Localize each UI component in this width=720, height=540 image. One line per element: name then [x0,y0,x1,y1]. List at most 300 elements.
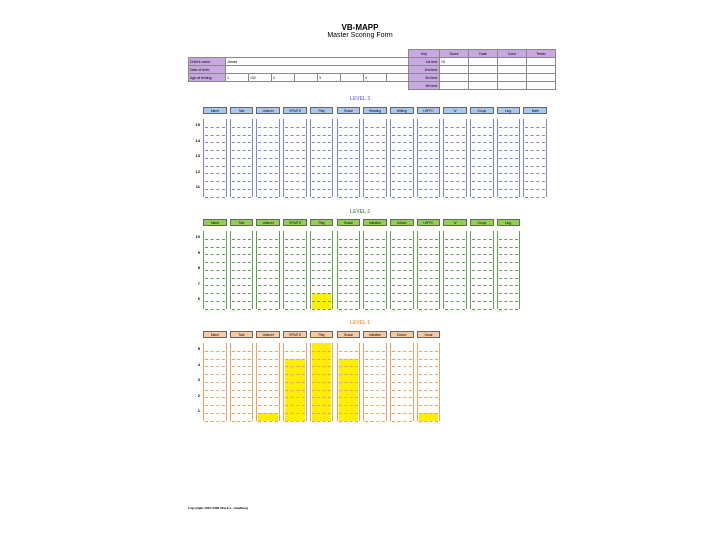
grid-line [312,247,332,248]
grid-line [339,158,359,159]
grid-line [258,158,278,159]
test-3-date[interactable] [469,74,498,82]
level-3-column-ling-[interactable] [497,119,521,197]
grid-line [232,173,252,174]
grid-line [205,301,225,302]
test-2-score[interactable] [440,66,469,74]
grid-line [285,397,305,398]
child-info-table [188,57,410,82]
grid-line [472,173,492,174]
milestone-circles: ○○○○ [229,309,238,313]
level-2-column-play[interactable] [310,231,334,309]
grid-line [312,127,332,128]
grid-line [339,374,359,375]
grid-line [205,359,225,360]
grid-line [445,181,465,182]
grid-line [258,359,278,360]
level-1-column-play[interactable] [310,343,334,421]
milestone-circles: ○○○○ [256,197,265,201]
grid-line [312,374,332,375]
level-1-header-play: Play [310,331,334,338]
milestone-circles: ○○○○ [443,309,452,313]
grid-line [339,254,359,255]
test-2-color[interactable] [498,66,527,74]
row-label-7: 7 [197,280,200,286]
grid-line [365,262,385,263]
grid-line [499,166,519,167]
level-2-column-listener[interactable] [256,231,280,309]
grid-line [445,173,465,174]
level-2-column-tact[interactable] [230,231,254,309]
grid-line [499,293,519,294]
level-3-title: LEVEL 3 [349,96,371,102]
grid-line [285,239,305,240]
grid-line [285,270,305,271]
page-title: VB-MAPP [341,23,379,32]
key-header: Key [409,50,440,58]
grid-line [419,359,439,360]
name-label: Child's name: [189,58,226,66]
level-2-column-echoic[interactable] [390,231,414,309]
grid-line [232,374,252,375]
level-3-column-iv[interactable] [443,119,467,197]
grid-line [285,189,305,190]
grid-line [258,278,278,279]
level-3-column-math[interactable] [523,119,547,197]
grid-line [232,301,252,302]
grid-line [232,150,252,151]
level-1-column-vp-mts[interactable] [283,343,307,421]
level-2-column-social[interactable] [337,231,361,309]
grid-line [419,247,439,248]
row-label-5: 5 [197,346,200,351]
grid-line [392,181,412,182]
level-3-column-reading[interactable] [363,119,387,197]
grid-line [339,301,359,302]
page-subtitle: Master Scoring Form [327,32,393,39]
grid-line [285,181,305,182]
grid-line [205,135,225,136]
test-2-date[interactable] [469,66,498,74]
level-2-header-tact: Tact [230,219,254,226]
milestone-circles: ○○○○ [443,197,452,201]
dob-label: Date of birth: [189,66,226,74]
level-3-column-play[interactable] [310,119,334,197]
grid-line [445,262,465,263]
grid-line [258,390,278,391]
level-2-column-imitation[interactable] [363,231,387,309]
test-3-label: 3rd test: [409,74,440,82]
age-label: Age at testing: [189,74,226,82]
grid-line [445,270,465,271]
grid-line [205,413,225,414]
grid-line [285,359,305,360]
test-2-label: 2nd test: [409,66,440,74]
grid-line [365,278,385,279]
milestone-circles: ○○○○ [229,420,238,424]
grid-line [472,181,492,182]
grid-line [419,382,439,383]
grid-line [232,397,252,398]
grid-line [258,254,278,255]
grid-line [365,351,385,352]
grid-line [285,390,305,391]
level-3-column-vp-mts[interactable] [283,119,307,197]
grid-line [232,413,252,414]
grid-line [258,397,278,398]
grid-line [445,166,465,167]
level-1-header-social: Social [337,331,361,338]
grid-line [232,359,252,360]
milestone-circles: ○○○○ [416,309,425,313]
grid-line [232,366,252,367]
grid-line [419,135,439,136]
milestone-circles: ○○○○ [336,309,345,313]
grid-line [232,127,252,128]
grid-line [312,270,332,271]
grid-line [392,270,412,271]
level-3-header-math: Math [523,107,547,114]
grid-line [419,262,439,263]
dob-value[interactable] [226,66,410,74]
grid-line [232,254,252,255]
milestone-circles: ○○○○ [283,420,292,424]
level-3-column-mand[interactable] [203,119,227,197]
row-label-4: 4 [197,361,200,367]
grid-line [525,135,545,136]
milestone-circles: ○○○○ [523,197,532,201]
grid-line [258,351,278,352]
grid-line [339,405,359,406]
grid-line [339,239,359,240]
grid-line [419,189,439,190]
grid-line [205,262,225,263]
grid-line [312,405,332,406]
level-1-column-tact[interactable] [230,343,254,421]
grid-line [285,293,305,294]
grid-line [312,301,332,302]
grid-line [205,270,225,271]
test-3-score[interactable] [440,74,469,82]
grid-line [205,189,225,190]
level-3-header-vp-mts: VP/MTS [283,107,307,114]
grid-line [232,262,252,263]
test-4-label: 4th test: [409,82,440,90]
level-3-column-writing[interactable] [390,119,414,197]
grid-line [472,278,492,279]
grid-line [419,158,439,159]
grid-line [392,351,412,352]
grid-line [232,351,252,352]
milestone-circles: ○○○○ [203,309,212,313]
grid-line [232,278,252,279]
grid-line [365,366,385,367]
age-test-1-val[interactable]: 132 [249,74,272,82]
grid-line [312,262,332,263]
grid-line [445,150,465,151]
date-header: Date [469,50,498,58]
level-1-column-imitation[interactable] [363,343,387,421]
grid-line [339,189,359,190]
test-1-tester[interactable] [527,58,556,66]
grid-line [232,270,252,271]
age-test-4-val[interactable] [387,74,410,82]
grid-line [445,189,465,190]
level-3-header-reading: Reading [363,107,387,114]
grid-line [339,166,359,167]
grid-line [419,413,439,414]
test-1-date[interactable] [469,58,498,66]
grid-line [525,150,545,151]
grid-line [445,293,465,294]
level-2-header-ling-: Ling. [497,219,521,226]
grid-line [312,181,332,182]
grid-line [285,351,305,352]
grid-line [472,135,492,136]
test-4-tester[interactable] [527,82,556,90]
level-1-column-echoic[interactable] [390,343,414,421]
grid-line [312,285,332,286]
level-3-header-mand: Mand [203,107,227,114]
key-table [408,49,556,90]
grid-line [499,142,519,143]
grid-line [392,173,412,174]
milestone-circles: ○○○○ [496,309,505,313]
level-1-column-mand[interactable] [203,343,227,421]
test-4-color[interactable] [498,82,527,90]
grid-line [205,127,225,128]
grid-line [312,189,332,190]
age-test-3-val[interactable] [341,74,364,82]
score-header: Score [440,50,469,58]
grid-line [258,285,278,286]
grid-line [312,397,332,398]
row-label-11: 11 [195,184,200,189]
milestone-circles: ○○○○ [389,420,398,424]
grid-line [392,135,412,136]
grid-line [205,254,225,255]
grid-line [419,351,439,352]
test-4-date[interactable] [469,82,498,90]
level-2-header-play: Play [310,219,334,226]
grid-line [285,301,305,302]
grid-line [258,374,278,375]
grid-line [392,254,412,255]
level-1-header-mand: Mand [203,331,227,338]
grid-line [258,239,278,240]
grid-line [285,127,305,128]
level-1-header-echoic: Echoic [390,331,414,338]
grid-line [472,247,492,248]
grid-line [392,166,412,167]
grid-line [339,181,359,182]
level-3-column-group[interactable] [470,119,494,197]
milestone-circles: ○○○○ [283,197,292,201]
grid-line [419,166,439,167]
age-test-3-num: 3 [318,74,341,82]
level-2-column-group[interactable] [470,231,494,309]
grid-line [365,158,385,159]
grid-line [419,397,439,398]
grid-line [472,270,492,271]
level-2-column-iv[interactable] [443,231,467,309]
milestone-circles: ○○○○ [283,309,292,313]
milestone-circles: ○○○○ [203,197,212,201]
grid-line [258,189,278,190]
grid-line [205,278,225,279]
grid-line [365,181,385,182]
level-2-column-lrffc[interactable] [417,231,441,309]
grid-line [205,397,225,398]
grid-line [312,166,332,167]
level-3-column-lrffc[interactable] [417,119,441,197]
grid-line [525,181,545,182]
grid-line [258,150,278,151]
grid-line [499,254,519,255]
grid-line [392,397,412,398]
grid-line [339,397,359,398]
grid-line [285,278,305,279]
level-2-header-imitation: Imitation [363,219,387,226]
grid-line [445,127,465,128]
grid-line [419,127,439,128]
grid-line [258,366,278,367]
level-3-header-iv: IV [443,107,467,114]
test-3-color[interactable] [498,74,527,82]
grid-line [339,413,359,414]
level-3-header-social: Social [337,107,361,114]
grid-line [525,166,545,167]
level-3-header-listener: Listener [256,107,280,114]
grid-line [392,158,412,159]
name-value[interactable]: James [226,58,410,66]
grid-line [205,142,225,143]
row-label-15: 15 [195,122,200,127]
copyright-footer: Copyright 2007/2008 Mark L. Sundberg [188,506,249,510]
grid-line [205,390,225,391]
level-2-column-mand[interactable] [203,231,227,309]
grid-line [499,247,519,248]
grid-line [312,351,332,352]
grid-line [285,285,305,286]
grid-line [419,173,439,174]
age-test-4-num: 4 [364,74,387,82]
milestone-circles: ○○○○ [470,197,479,201]
grid-line [339,382,359,383]
test-3-tester[interactable] [527,74,556,82]
grid-line [365,247,385,248]
grid-line [499,150,519,151]
level-2-header-mand: Mand [203,219,227,226]
milestone-circles: ○○○○ [256,309,265,313]
grid-line [285,262,305,263]
grid-line [445,158,465,159]
level-2-column-ling-[interactable] [497,231,521,309]
level-3-column-social[interactable] [337,119,361,197]
grid-line [419,405,439,406]
grid-line [472,285,492,286]
level-2-header-listener: Listener [256,219,280,226]
grid-line [419,181,439,182]
grid-line [419,150,439,151]
grid-line [472,293,492,294]
row-label-3: 3 [197,377,200,382]
grid-line [312,390,332,391]
grid-line [365,270,385,271]
grid-line [499,158,519,159]
grid-line [525,142,545,143]
grid-line [419,270,439,271]
row-label-8: 8 [197,265,200,270]
milestone-circles: ○○○○ [229,197,238,201]
grid-line [392,150,412,151]
grid-line [392,278,412,279]
level-3-header-play: Play [310,107,334,114]
grid-line [285,166,305,167]
level-3-column-listener[interactable] [256,119,280,197]
level-1-column-vocal[interactable] [417,343,441,421]
grid-line [205,158,225,159]
row-label-6: 6 [197,296,200,301]
grid-line [365,150,385,151]
grid-line [392,285,412,286]
grid-line [258,413,278,414]
grid-line [312,173,332,174]
grid-line [472,158,492,159]
test-1-score[interactable]: 15 [440,58,469,66]
grid-line [258,142,278,143]
age-test-2-val[interactable] [295,74,318,82]
test-1-color[interactable] [498,58,527,66]
grid-line [419,301,439,302]
grid-line [232,189,252,190]
grid-line [232,135,252,136]
grid-line [312,150,332,151]
grid-line [205,181,225,182]
color-header: Color [498,50,527,58]
grid-line [525,127,545,128]
milestone-circles: ○○○○ [416,420,425,424]
grid-line [339,293,359,294]
grid-line [472,142,492,143]
grid-line [312,359,332,360]
level-2-header-iv: IV [443,219,467,226]
level-1-column-listener[interactable] [256,343,280,421]
grid-line [419,142,439,143]
level-3-column-tact[interactable] [230,119,254,197]
grid-line [525,158,545,159]
grid-line [285,158,305,159]
grid-line [232,285,252,286]
grid-line [525,173,545,174]
level-1-column-social[interactable] [337,343,361,421]
grid-line [365,254,385,255]
test-2-tester[interactable] [527,66,556,74]
level-2-column-vp-mts[interactable] [283,231,307,309]
milestone-circles: ○○○○ [336,420,345,424]
grid-line [419,285,439,286]
grid-line [365,413,385,414]
test-4-score[interactable] [440,82,469,90]
grid-line [472,254,492,255]
grid-line [365,405,385,406]
test-1-label: 1st test: [409,58,440,66]
grid-line [205,382,225,383]
row-label-13: 13 [195,153,200,158]
grid-line [392,374,412,375]
grid-line [472,239,492,240]
grid-line [258,262,278,263]
